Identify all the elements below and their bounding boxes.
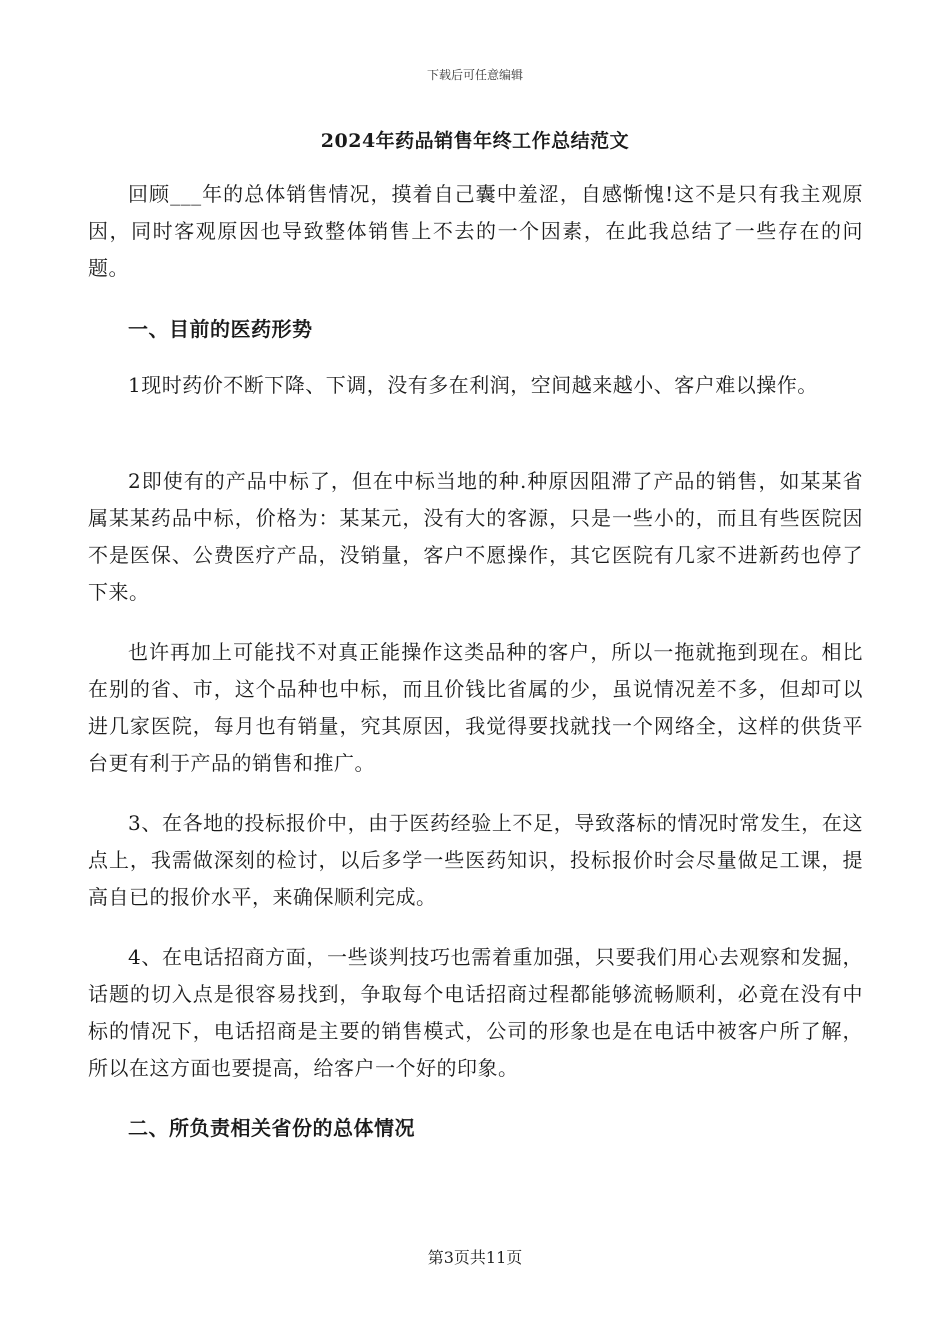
item-2-continued-paragraph: 也许再加上可能找不对真正能操作这类品种的客户，所以一拖就拖到现在。相比在别的省、市，这个品种也中标，而且价钱比省属的少，虽说情况差不多，但却可以进几家医院，每月也有销量，究其原因，我觉得要找就找一个网络全，这样的供货平台更有利于产品的销售和推广。 [88, 640, 863, 775]
section-1-block [88, 311, 863, 348]
item-3-paragraph: 3、在各地的投标报价中，由于医药经验上不足，导致落标的情况时常发生，在这点上，我需做深刻的检讨，以后多学一些医药知识，投标报价时会尽量做足工课，提高自已的报价水平，来确保顺利完成。 [88, 811, 863, 909]
page-number: 第3页共11页 [427, 1248, 523, 1267]
intro-paragraph: 回顾___年的总体销售情况，摸着自己囊中羞涩，自感惭愧!这不是只有我主观原因，同时客观原因也导致整体销售上不去的一个因素，在此我总结了一些存在的问题。 [88, 182, 863, 280]
section-1-heading: 一、目前的医药形势 [128, 317, 313, 341]
item-2-block [88, 463, 863, 611]
intro-block [88, 176, 863, 287]
item-3-block [88, 805, 863, 916]
item-4-block [88, 939, 863, 1087]
document-title: 2024年药品销售年终工作总结范文 [320, 130, 630, 152]
item-4-paragraph: 4、在电话招商方面，一些谈判技巧也需着重加强，只要我们用心去观察和发掘，话题的切入点是很容易找到，争取每个电话招商过程都能够流畅顺利，必竟在没有中标的情况下，电话招商是主要的销售模式，公司的形象也是在电话中被客户所了解，所以在这方面也要提高，给客户一个好的印象。 [88, 945, 863, 1080]
item-2-paragraph: 2即使有的产品中标了，但在中标当地的种.种原因阻滞了产品的销售，如某某省属某某药品中标，价格为：某某元，没有大的客源，只是一些小的，而且有些医院因不是医保、公费医疗产品，没销量，客户不愿操作，其它医院有几家不进新药也停了下来。 [88, 469, 863, 604]
item-1-paragraph: 1现时药价不断下降、下调，没有多在利润，空间越来越小、客户难以操作。 [128, 373, 818, 397]
section-2-heading: 二、所负责相关省份的总体情况 [128, 1116, 415, 1140]
item-1-block [88, 367, 863, 404]
section-2-block [88, 1110, 863, 1147]
page-header-note: 下载后可任意编辑 [426, 68, 523, 82]
item-2-continued-block [88, 634, 863, 782]
